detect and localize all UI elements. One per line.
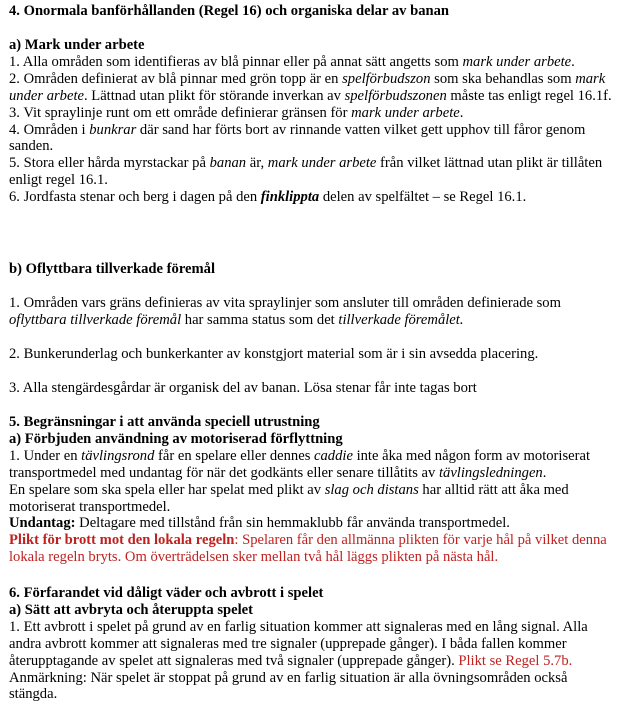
rule-4b-1: 1. Områden vars gräns definieras av vita spraylinjer som ansluter till områden definierade som oflyttbara tillverkade föremål har samma status som det tillverkade föremålet. <box>9 295 561 328</box>
section-5-heading: 5. Begränsningar i att använda speciell utrustning <box>9 414 320 430</box>
rule-4a-2: 2. Områden definierat av blå pinnar med grön topp är en spelförbudszon som ska behandlas som mark under arbete. Lättnad utan plikt för störande inverkan av spelförbudszonen måste tas enligt regel 16.1f. <box>9 70 612 104</box>
section-6-heading: 6. Förfarandet vid dåligt väder och avbrott i spelet <box>9 585 324 601</box>
section-6a-heading: a) Sätt att avbryta och återuppta spelet <box>9 601 254 618</box>
section-4-heading: 4. Onormala banförhållanden (Regel 16) och organiska delar av banan <box>9 3 450 19</box>
rule-4a-3: 3. Vit spraylinje runt om ett område definierar gränsen för mark under arbete. <box>9 104 464 121</box>
section-4a-heading: a) Mark under arbete <box>9 37 145 53</box>
penalty-note: Plikt för brott mot den lokala regeln: Spelaren får den allmänna plikten för varje hål på vilket denna lokala regeln bryts. Om överträdelsen sker mellan två hål läggs plikten på nästa hål. <box>9 532 607 566</box>
section-4a <box>9 37 619 206</box>
rule-4b-3: 3. Alla stengärdesgårdar är organisk del av banan. Lösa stenar får inte tagas bort <box>9 380 477 396</box>
rule-4a-6: 6. Jordfasta stenar och berg i dagen på den finklippta delen av spelfältet – se Regel 16.1. <box>9 189 527 206</box>
section-5 <box>9 414 619 566</box>
exception-note: Undantag: Deltagare med tillstånd från sin hemmaklubb får använda transportmedel. <box>9 515 510 532</box>
rule-6a-note: Anmärkning: När spelet är stoppat på grund av en farlig situation är alla övningsområden också stängda. <box>9 669 568 703</box>
rule-5a-2: En spelare som ska spela eller har spelat med plikt av slag och distans har alltid rätt att åka med motoriserat transportmedel. <box>9 481 569 515</box>
rule-4a-4: 4. Områden i bunkrar där sand har förts bort av rinnande vatten vilket gett upphov till fåror genom sanden. <box>9 121 586 155</box>
rule-5a-1: 1. Under en tävlingsrond får en spelare eller dennes caddie inte åka med någon form av motoriserat transportmedel med undantag för när det godkänts eller senare tillåtits av tävlingsledningen. <box>9 447 591 481</box>
section-4b-heading: b) Oflyttbara tillverkade föremål <box>9 261 216 277</box>
rule-4a-1: 1. Alla områden som identifieras av blå pinnar eller på annat sätt angetts som mark under arbete. <box>9 53 575 70</box>
section-6 <box>9 585 619 703</box>
rule-4a-5: 5. Stora eller hårda myrstackar på banan är, mark under arbete från vilket lättnad utan plikt är tillåten enligt regel 16.1. <box>9 155 603 189</box>
rule-4b-2: 2. Bunkerunderlag och bunkerkanter av konstgjort material som är i sin avsedda placering. <box>9 346 539 362</box>
section-5a-heading: a) Förbjuden användning av motoriserad förflyttning <box>9 430 343 447</box>
rule-6a-1: 1. Ett avbrott i spelet på grund av en farlig situation kommer att signaleras med en lång signal. Alla andra avbrott kommer att signaleras med tre signaler (upprepade gånger). I båda fallen kommer återupptagande av spelet att signaleras med två signaler (upprepade gånger). Plikt se Regel 5.7b. <box>9 618 588 669</box>
